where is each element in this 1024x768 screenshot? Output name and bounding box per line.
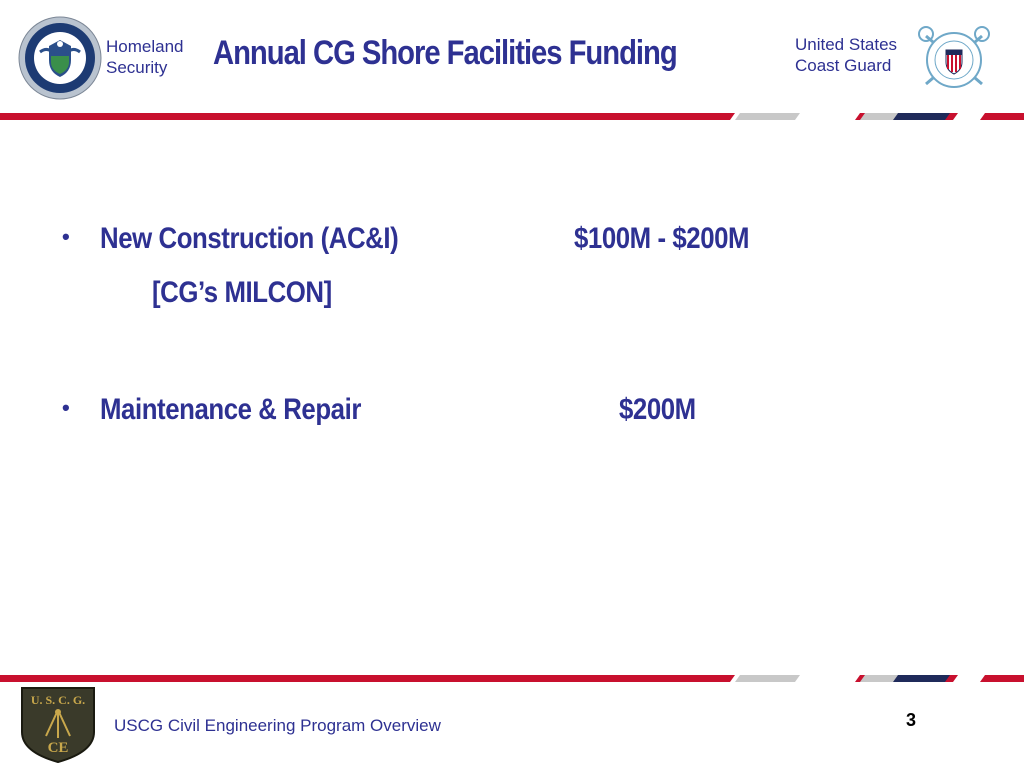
footer-divider [0, 674, 1024, 684]
uscg-wordmark [795, 34, 897, 76]
slide-title: Annual CG Shore Facilities Funding [213, 34, 677, 72]
bullet-sub-note: [CG’s MILCON] [152, 276, 332, 309]
footer-title: USCG Civil Engineering Program Overview [114, 716, 441, 735]
dhs-line-1: Homeland [106, 37, 184, 56]
page-number: 3 [906, 710, 917, 730]
uscg-line-1: United States [795, 35, 898, 54]
dhs-wordmark [106, 36, 184, 78]
uscg-seal-icon [916, 24, 992, 96]
bullet-amount: $100M - $200M [574, 222, 750, 255]
bullet-label: New Construction (AC&I) [100, 222, 399, 255]
header-divider [0, 112, 1024, 122]
dhs-line-2: Security [106, 58, 168, 77]
bullet-marker: • [62, 395, 70, 420]
badge-top-text: U. S. C. G. [30, 693, 86, 707]
bullet-amount: $200M [619, 393, 696, 426]
bullet-marker: • [62, 224, 70, 249]
civil-engineering-badge-icon [18, 684, 98, 764]
bullet-label: Maintenance & Repair [100, 393, 361, 426]
bullet-new-construction [62, 222, 822, 262]
dhs-seal-icon [18, 16, 102, 100]
badge-bottom-text: CE [47, 740, 69, 756]
bullet-maintenance [62, 393, 822, 433]
uscg-line-2: Coast Guard [795, 56, 892, 75]
